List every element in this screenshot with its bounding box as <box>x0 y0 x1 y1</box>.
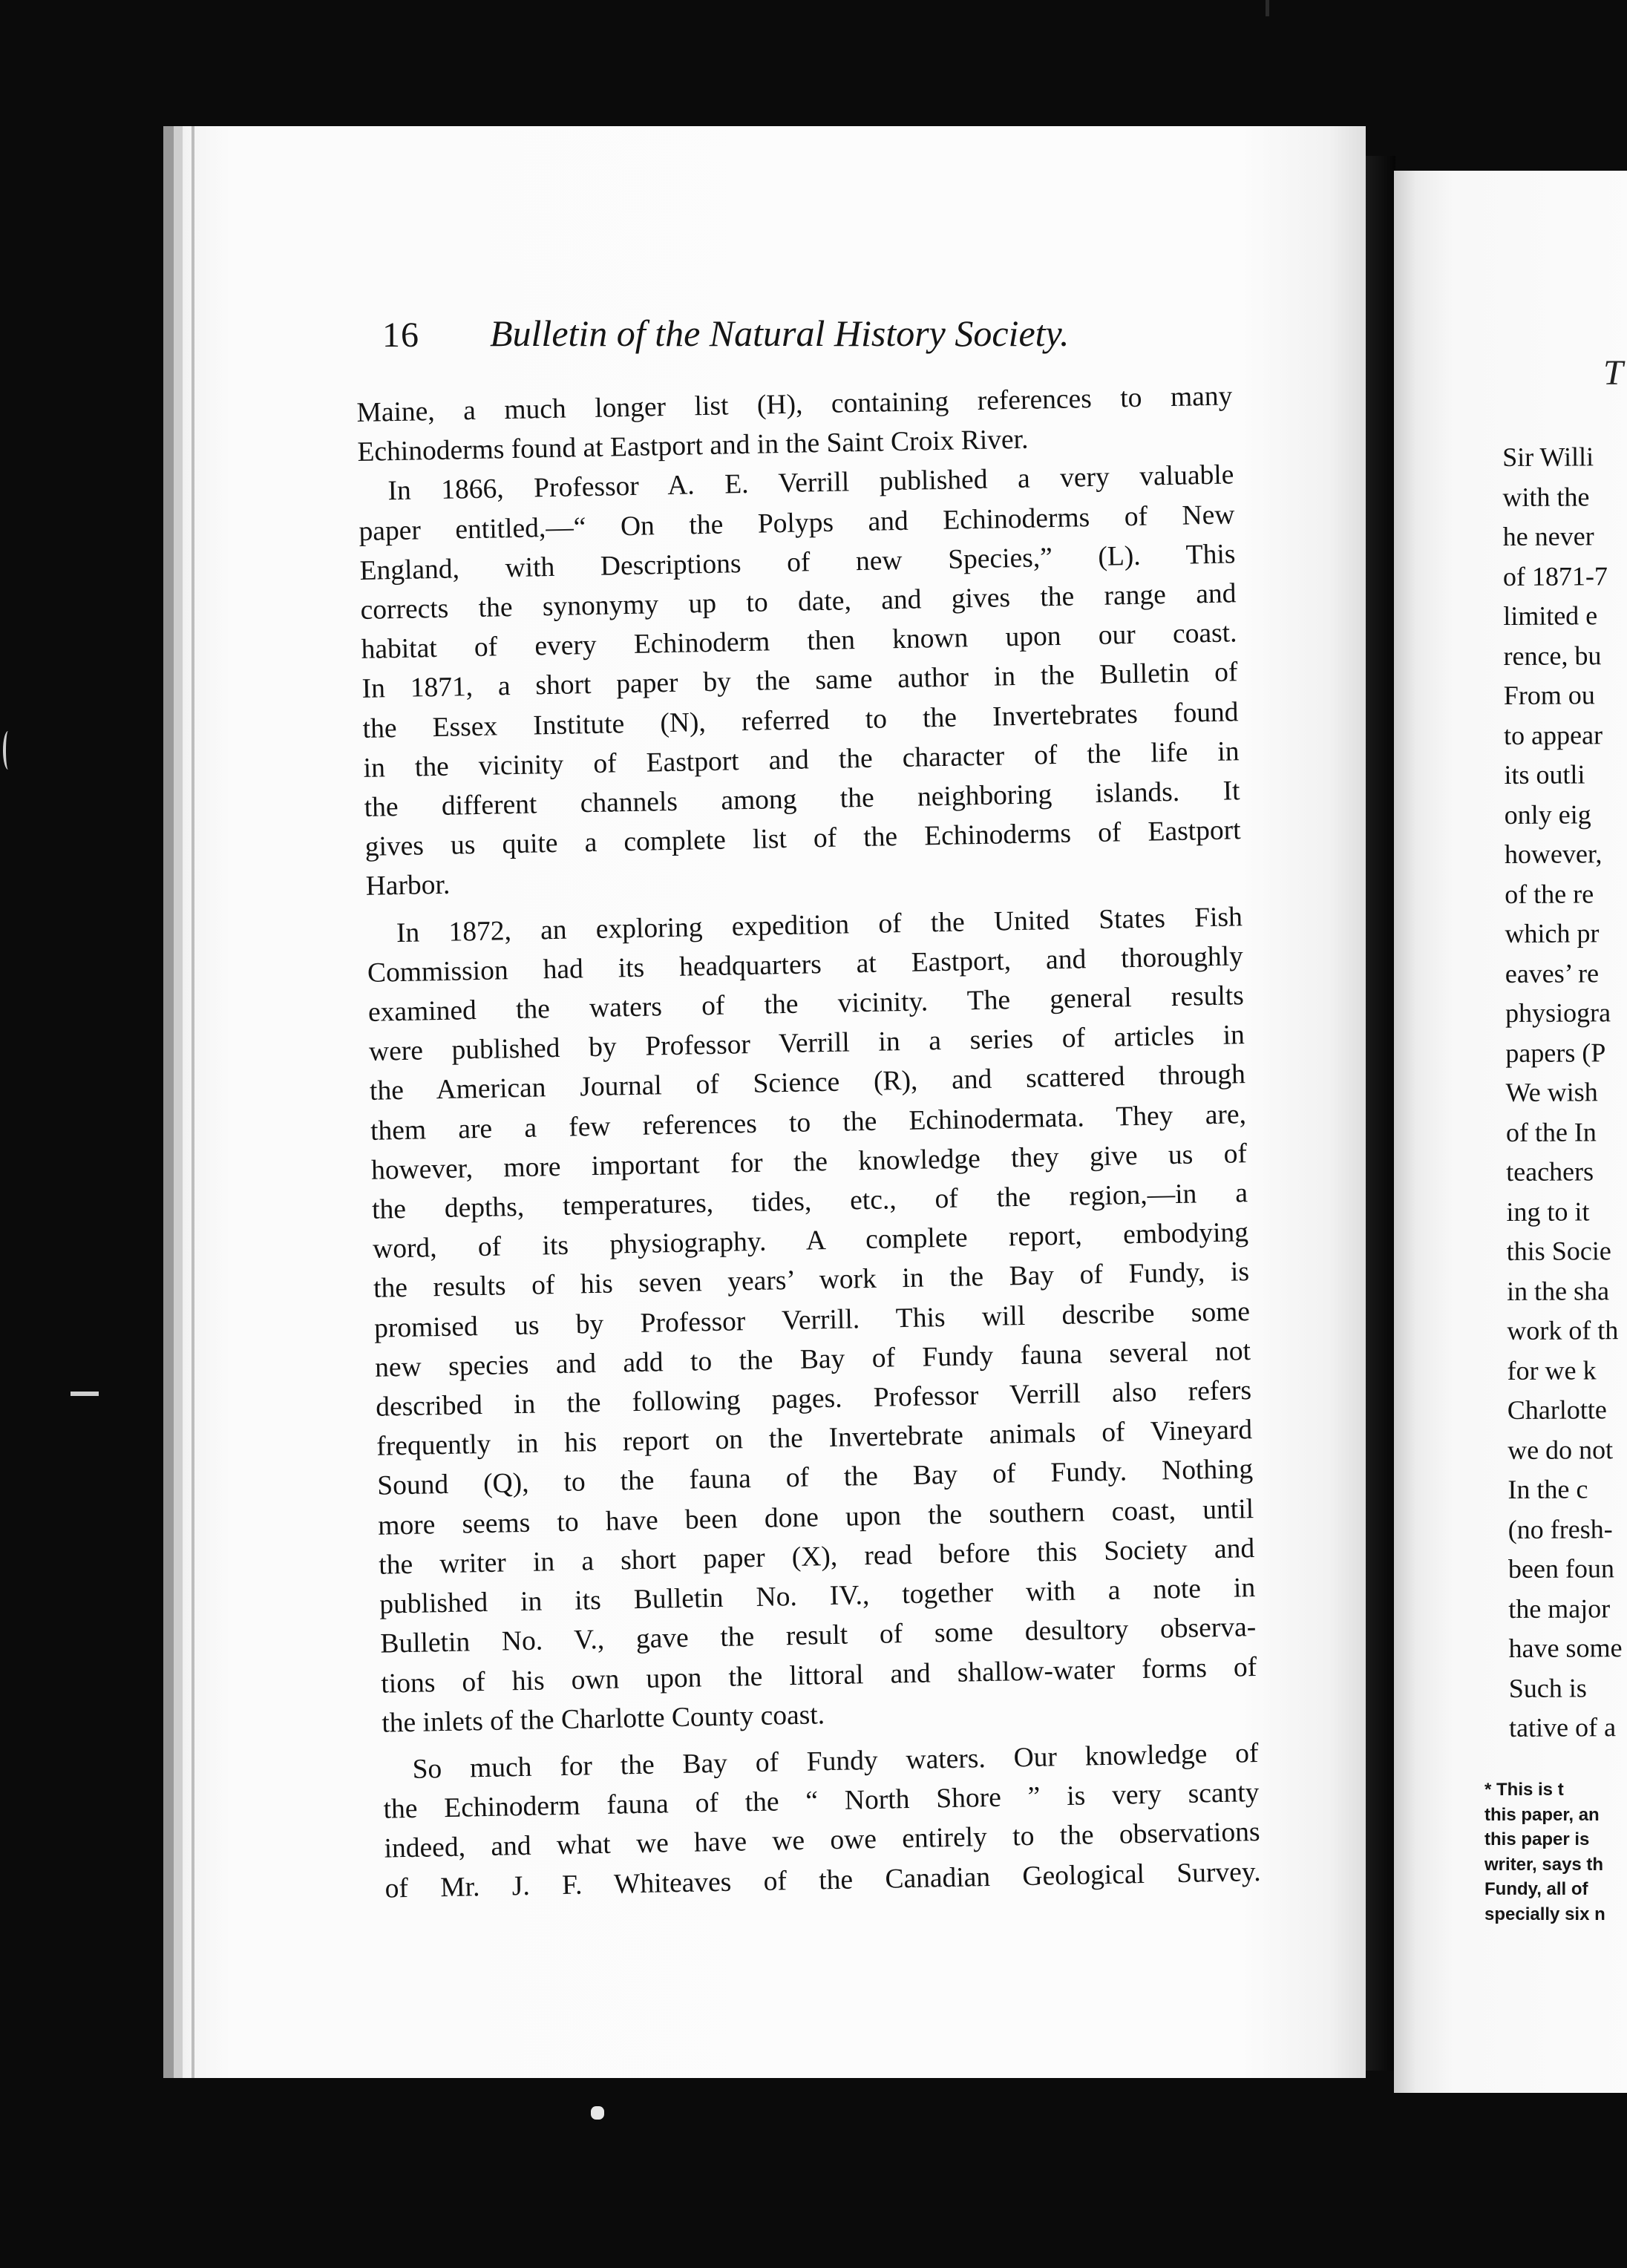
text-line: were published by Professor Verrill in a series of articles in <box>368 1020 1245 1068</box>
right-text-line: to appear <box>1503 719 1603 750</box>
right-text-line: this Socie <box>1506 1236 1611 1266</box>
text-line: word, of its physiography. A complete report, embodying <box>372 1217 1249 1265</box>
text-line: In 1871, a short paper by the same author in the Bulletin of <box>361 657 1238 705</box>
right-text-line: of 1871-7 <box>1502 560 1608 591</box>
text-line: tions of his own upon the littoral and shallow-water forms of <box>380 1651 1257 1700</box>
right-text-line: Charlotte <box>1507 1394 1607 1425</box>
right-text-line: of the In <box>1505 1116 1597 1147</box>
footnote-line: writer, says th <box>1484 1854 1604 1875</box>
right-text-line: which pr <box>1505 918 1600 948</box>
right-text-line: only eig <box>1504 799 1591 830</box>
text-line: the different channels among the neighboring islands. It <box>364 776 1240 823</box>
right-text-line: In the c <box>1507 1474 1588 1504</box>
right-text-line: physiogra <box>1505 997 1611 1028</box>
text-line: Sound (Q), to the fauna of the Bay of Fundy. Nothing <box>376 1454 1254 1502</box>
text-line: examined the waters of the vicinity. The general results <box>367 980 1245 1028</box>
page-number: 16 <box>382 315 419 355</box>
right-text-line: tative of a <box>1508 1712 1617 1743</box>
right-text-line: with the <box>1502 481 1590 512</box>
scan-speck <box>3 731 13 770</box>
right-text-line: the major <box>1508 1593 1611 1624</box>
text-line: new species and add to the Bay of Fundy fauna several not <box>374 1335 1251 1383</box>
text-line: Maine, a much longer list (H), containing references to many <box>356 381 1233 428</box>
text-line: them are a few references to the Echinodermata. They are, <box>370 1098 1247 1147</box>
text-line: paper entitled,—“ On the Polyps and Echinoderms of New <box>359 499 1235 547</box>
right-text-line: he never <box>1502 521 1594 551</box>
text-line: indeed, and what we have we owe entirely to the observations <box>384 1817 1260 1864</box>
text-line: So much for the Bay of Fundy waters. Our knowledge of <box>412 1737 1259 1785</box>
text-line: in the vicinity of Eastport and the character of the life in <box>363 736 1240 784</box>
right-text-line: in the sha <box>1506 1275 1610 1306</box>
right-text-line: teachers <box>1506 1156 1594 1187</box>
text-line: the writer in a short paper (X), read before this Society and <box>378 1533 1255 1581</box>
text-line: the depths, temperatures, tides, etc., of the region,—in a <box>371 1178 1248 1225</box>
text-line: Echinoderms found at Eastport and in the Saint Croix River. <box>357 424 1029 468</box>
right-page-footnotes <box>1484 1777 1627 1927</box>
text-line: more seems to have been done upon the southern coast, until <box>377 1493 1254 1541</box>
right-text-line: We wish <box>1505 1077 1598 1107</box>
text-line: of Mr. J. F. Whiteaves of the Canadian Geological Survey. <box>384 1856 1261 1904</box>
right-text-line: eaves’ re <box>1505 957 1600 989</box>
text-line: the inlets of the Charlotte County coast. <box>382 1699 825 1739</box>
right-text-line: work of th <box>1507 1315 1619 1346</box>
text-line: habitat of every Echinoderm then known upon our coast. <box>361 617 1237 666</box>
text-line: Commission had its headquarters at Eastport, and thoroughly <box>367 941 1244 989</box>
right-text-line: have some <box>1508 1633 1623 1663</box>
right-text-line: Such is <box>1508 1672 1587 1703</box>
scan-speck <box>591 2106 604 2120</box>
right-text-line: From ou <box>1503 680 1595 710</box>
scan-speck <box>1266 0 1269 16</box>
right-text-line: papers (P <box>1505 1037 1606 1068</box>
right-text-line: rence, bu <box>1503 640 1602 671</box>
text-line: Harbor. <box>365 870 451 902</box>
text-line: Bulletin No. V., gave the result of some desultory observa- <box>379 1612 1257 1659</box>
right-text-line: Sir Willi <box>1502 442 1594 472</box>
footnote-line: specially six n <box>1484 1904 1605 1924</box>
right-text-line: for we k <box>1507 1354 1597 1386</box>
body-text <box>356 376 1261 1908</box>
page-gutter <box>1366 156 1395 2071</box>
footnote-line: this paper is <box>1484 1829 1590 1849</box>
right-text-line: we do not <box>1507 1434 1614 1465</box>
text-line: corrects the synonymy up to date, and gives the range and <box>360 578 1237 626</box>
footnote-line: * This is t <box>1484 1780 1564 1800</box>
text-line: described in the following pages. Professor Verrill also refers <box>375 1375 1252 1423</box>
footnote-line: this paper, an <box>1484 1804 1600 1825</box>
right-text-line: of the re <box>1505 878 1594 909</box>
page-header <box>382 312 1199 371</box>
text-line: the Echinoderm fauna of the “ North Shore ” is very scanty <box>383 1777 1260 1825</box>
text-line: In 1872, an exploring expedition of the United States Fish <box>396 901 1243 948</box>
text-line: published in its Bulletin No. IV., together with a note in <box>379 1573 1256 1620</box>
right-text-line: ing to it <box>1506 1196 1590 1227</box>
text-line: promised us by Professor Verrill. This will describe some <box>373 1296 1251 1344</box>
right-text-line: limited e <box>1503 600 1598 631</box>
text-line: the American Journal of Science (R), and scattered through <box>369 1059 1246 1107</box>
text-line: frequently in his report on the Invertebrate animals of Vineyard <box>376 1415 1253 1463</box>
right-text-line: however, <box>1504 839 1603 869</box>
running-title: Bulletin of the Natural History Society. <box>490 312 1070 354</box>
text-line: the results of his seven years’ work in the Bay of Fundy, is <box>373 1256 1250 1305</box>
right-text-line: its outli <box>1504 759 1585 790</box>
right-page-text <box>1502 437 1627 1748</box>
right-page-title-fragment: T <box>1603 353 1623 393</box>
text-line: gives us quite a complete list of the Echinoderms of Eastport <box>364 815 1241 863</box>
right-text-line: (no fresh- <box>1507 1513 1613 1544</box>
right-text-line: been foun <box>1507 1553 1615 1584</box>
text-line: however, more important for the knowledge they give us of <box>370 1138 1248 1186</box>
text-line: England, with Descriptions of new Species,” (L). This <box>359 539 1236 586</box>
text-line: In 1866, Professor A. E. Verrill published a very valuable <box>387 459 1234 507</box>
text-line: the Essex Institute (N), referred to the Invertebrates found <box>362 696 1239 744</box>
scan-speck <box>71 1392 99 1396</box>
footnote-line: Fundy, all of <box>1484 1879 1588 1899</box>
